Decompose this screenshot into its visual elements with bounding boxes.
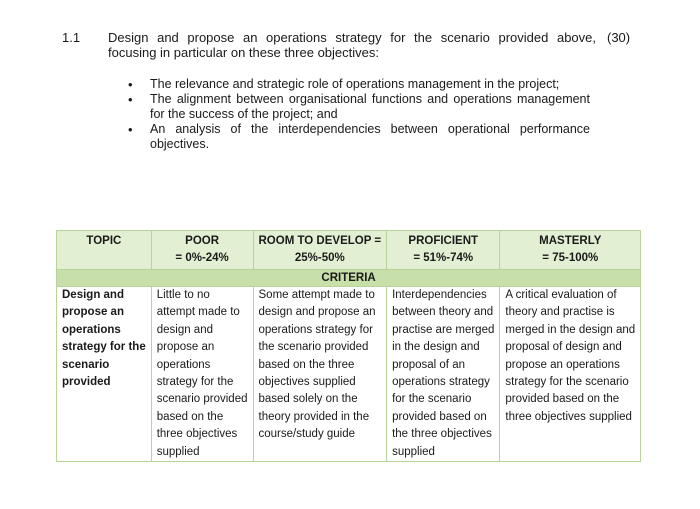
proficient-line: operations strategy [392, 376, 490, 389]
poor-line: design and [156, 323, 213, 336]
proficient-line: between theory and [392, 306, 494, 319]
masterly-line: A critical evaluation of [505, 289, 617, 301]
objective-item: • The alignment between organisational functions and operations management for the success of the project; and [128, 92, 590, 122]
topic-cell [57, 287, 152, 462]
topic-line: scenario [62, 358, 110, 371]
topic-line: Design and [62, 289, 124, 301]
proficient-line: for the scenario [392, 393, 472, 406]
proficient-line: the three objectives [392, 428, 492, 441]
question-text: Design and propose an operations strategy for the scenario provided above, focusing in particular on these three objectives: [108, 30, 596, 60]
room-line: operations strategy for [258, 323, 373, 336]
poor-line: strategy for the [156, 376, 234, 389]
table-row [57, 287, 641, 462]
rubric-table [56, 230, 641, 462]
room-line: design and propose an [258, 306, 376, 319]
topic-line: provided [62, 376, 111, 389]
masterly-line: proposal of design and [505, 341, 622, 354]
question-marks: (30) [607, 30, 631, 45]
masterly-line: propose an operations [505, 358, 620, 371]
topic-line: operations [62, 323, 121, 336]
poor-line: three objectives [156, 428, 238, 441]
objective-item: • An analysis of the interdependencies between operational performance objectives. [128, 122, 590, 152]
header-room-to-develop: ROOM TO DEVELOP = 25%-50% [253, 231, 387, 270]
poor-line: Little to no [156, 289, 210, 301]
poor-line: operations [156, 358, 211, 371]
header-proficient: PROFICIENT = 51%-74% [387, 231, 500, 270]
masterly-line: strategy for the scenario [505, 376, 629, 389]
criteria-label: CRITERIA [57, 270, 641, 287]
proficient-cell [387, 287, 500, 462]
room-line: based solely on the [258, 393, 358, 406]
masterly-line: provided based on the [505, 393, 620, 406]
topic-line: strategy for the [62, 341, 146, 354]
objective-item: • The relevance and strategic role of operations management in the project; [128, 77, 590, 92]
poor-cell [151, 287, 253, 462]
masterly-cell [500, 287, 641, 462]
poor-line: attempt made to [156, 306, 240, 319]
room-to-develop-cell [253, 287, 387, 462]
masterly-line: theory and practise is [505, 306, 615, 319]
proficient-line: practise are merged [392, 323, 495, 336]
masterly-line: three objectives supplied [505, 410, 632, 423]
objectives-list [128, 77, 590, 152]
proficient-line: provided based on [392, 410, 487, 423]
header-masterly: MASTERLY = 75-100% [500, 231, 641, 270]
criteria-row [57, 270, 641, 287]
proficient-line: in the design and [392, 341, 480, 354]
proficient-line: supplied [392, 445, 435, 458]
rubric-header-row [57, 231, 641, 270]
masterly-line: merged in the design and [505, 323, 636, 336]
topic-line: propose an [62, 306, 124, 319]
proficient-line: proposal of an [392, 358, 465, 371]
poor-line: scenario provided [156, 393, 248, 406]
room-line: objectives supplied [258, 376, 356, 389]
room-line: course/study guide [258, 428, 356, 441]
room-line: Some attempt made to [258, 289, 375, 301]
proficient-line: Interdependencies [392, 289, 487, 301]
question-number: 1.1 [62, 30, 81, 45]
header-poor: POOR = 0%-24% [151, 231, 253, 270]
poor-line: propose an [156, 341, 215, 354]
room-line: theory provided in the [258, 410, 370, 423]
room-line: based on the three [258, 358, 355, 371]
room-line: the scenario provided [258, 341, 369, 354]
poor-line: supplied [156, 445, 200, 458]
header-topic: TOPIC [57, 231, 152, 270]
poor-line: based on the [156, 410, 224, 423]
